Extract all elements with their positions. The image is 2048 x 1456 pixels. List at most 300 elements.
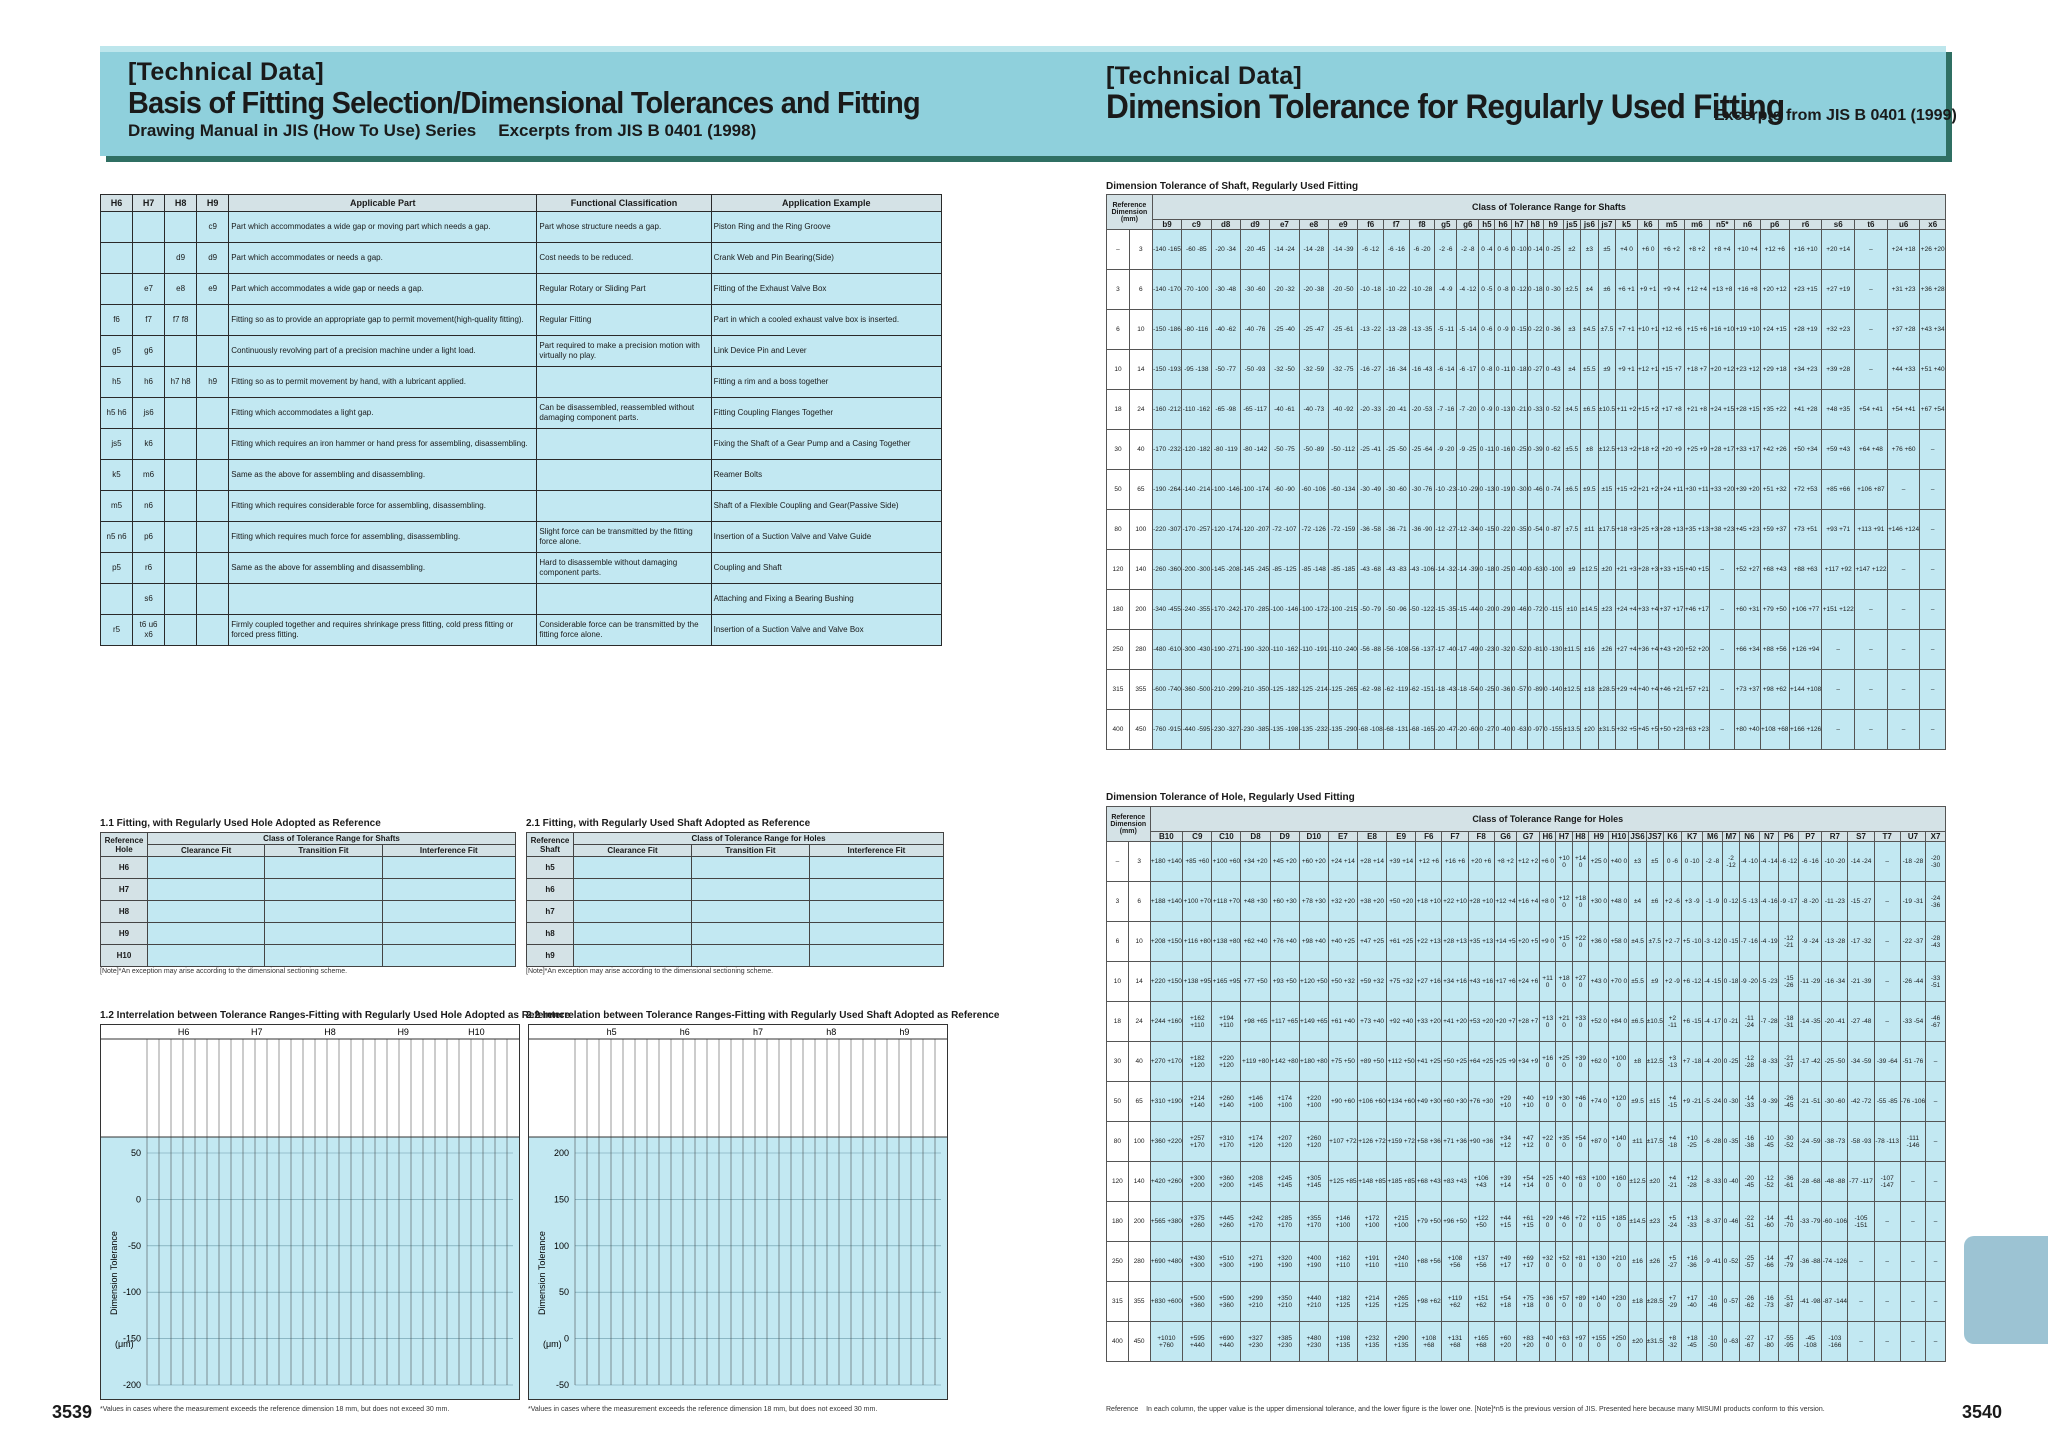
- shaft-tol-value: +60 +31: [1735, 590, 1760, 630]
- shaft-tol-value: -17 -49: [1457, 630, 1479, 670]
- hole-tol-value: +6 -12: [1681, 962, 1702, 1002]
- hole-tol-value: +8 0: [1539, 882, 1555, 922]
- hole-tol-value: +107 +72: [1328, 1122, 1357, 1162]
- hole-tol-value: -4 -19: [1759, 922, 1779, 962]
- fit-code: [165, 553, 197, 584]
- hole-tol-value: +40 0: [1539, 1322, 1555, 1362]
- shaft-tol-col-header: js6: [1581, 220, 1599, 230]
- hole-tol-value: +180 +140: [1150, 842, 1183, 882]
- shaft-tol-value: –: [1920, 710, 1946, 750]
- fit-row: [101, 429, 942, 460]
- hole-tol-col-header: X7: [1926, 832, 1946, 842]
- hole-tol-value: +214 +140: [1183, 1082, 1212, 1122]
- hole-tol-value: 0 -63: [1723, 1322, 1740, 1362]
- hole-tol-value: ±26: [1646, 1242, 1663, 1282]
- hole-tol-value: +112 +50: [1387, 1042, 1416, 1082]
- hole-tol-value: -87 -144: [1822, 1282, 1848, 1322]
- hole-tol-value: +75 +18: [1517, 1282, 1540, 1322]
- shaft-tol-value: -170 -285: [1240, 590, 1269, 630]
- hole-tol-row: [1107, 1042, 1946, 1082]
- shaft-tol-value: ±10: [1563, 590, 1581, 630]
- shaft-tol-value: 0 -21: [1511, 390, 1527, 430]
- shaft-tol-value: +36 +4: [1637, 630, 1659, 670]
- shaft-ref-cell: [809, 879, 943, 901]
- shaft-tol-value: -14 -24: [1270, 230, 1299, 270]
- hole-chart-tick-label: -50: [127, 1240, 141, 1251]
- hole-tol-dimension: 280: [1128, 1242, 1150, 1282]
- shaft-tol-value: -56 -108: [1384, 630, 1410, 670]
- hole-tol-value: +5 -24: [1663, 1202, 1681, 1242]
- hole-tol-row: [1107, 882, 1946, 922]
- hole-tol-value: -77 -117: [1848, 1162, 1874, 1202]
- hole-tol-value: +148 +85: [1357, 1162, 1386, 1202]
- fit-code: h7 h8: [165, 367, 197, 398]
- fit-code: [165, 336, 197, 367]
- shaft-tol-value: ±14.5: [1581, 590, 1599, 630]
- hole-tol-value: +38 +20: [1357, 882, 1386, 922]
- hole-tol-value: +106 +60: [1357, 1082, 1386, 1122]
- hole-tol-col-header: N7: [1759, 832, 1779, 842]
- shaft-ref-cell: [691, 857, 809, 879]
- shaft-tol-value: -230 -385: [1240, 710, 1269, 750]
- shaft-tol-value: +15 +2: [1616, 470, 1638, 510]
- hole-tol-value: -9 -24: [1799, 922, 1822, 962]
- hole-tol-value: -12 -28: [1739, 1042, 1759, 1082]
- shaft-ref-cell: [691, 923, 809, 945]
- fit-code: [101, 274, 133, 305]
- hole-tol-value: +4 -21: [1663, 1162, 1681, 1202]
- shaft-chart-band-label: h5: [606, 1027, 617, 1037]
- shaft-tol-dimension: 65: [1129, 470, 1152, 510]
- hole-tol-value: +17 +6: [1494, 962, 1517, 1002]
- hole-tol-value: +18 0: [1572, 882, 1588, 922]
- fit-code: [197, 553, 229, 584]
- shaft-ref-cell: [691, 901, 809, 923]
- hole-tol-col-header: D9: [1270, 832, 1299, 842]
- application-example: Reamer Bolts: [711, 460, 941, 491]
- shaft-chart-tick-label: -50: [555, 1380, 569, 1390]
- shaft-tol-value: -2 -6: [1435, 230, 1457, 270]
- shaft-ref-cell: [574, 879, 692, 901]
- hole-tol-value: +49 +17: [1494, 1242, 1517, 1282]
- hole-tol-dimension: 3: [1128, 842, 1150, 882]
- shaft-tol-value: -14 -28: [1299, 230, 1328, 270]
- hole-tol-value: -42 -72: [1848, 1082, 1874, 1122]
- shaft-tol-dimension: 10: [1129, 310, 1152, 350]
- fit-code: [197, 398, 229, 429]
- fit-code: [101, 584, 133, 615]
- hole-tol-value: -12 -52: [1759, 1162, 1779, 1202]
- shaft-tol-value: -10 -22: [1384, 270, 1410, 310]
- hole-tol-value: +134 +60: [1387, 1082, 1416, 1122]
- hole-tol-col-header: K6: [1663, 832, 1681, 842]
- fit-code: f7: [133, 305, 165, 336]
- shaft-tol-dimension: 18: [1107, 390, 1130, 430]
- shaft-ref-code: h5: [527, 857, 574, 879]
- shaft-tol-value: -760 -915: [1152, 710, 1181, 750]
- shaft-tol-value: -32 -75: [1328, 350, 1357, 390]
- shaft-tol-value: ±12.5: [1598, 430, 1616, 470]
- shaft-tol-value: -62 -151: [1409, 670, 1435, 710]
- shaft-tol-value: -140 -170: [1152, 270, 1181, 310]
- hole-tol-value: -8 -33: [1703, 1162, 1723, 1202]
- hole-ref-row: [101, 945, 516, 967]
- hole-tol-value: +18 +10: [1416, 882, 1442, 922]
- shaft-tol-value: -72 -107: [1270, 510, 1299, 550]
- hole-tol-value: +24 +14: [1328, 842, 1357, 882]
- shaft-tol-dimension: 50: [1107, 470, 1130, 510]
- hole-tol-value: +355 +170: [1299, 1202, 1328, 1242]
- hole-tol-value: +90 +60: [1328, 1082, 1357, 1122]
- hole-tol-value: -26 -62: [1739, 1282, 1759, 1322]
- shaft-tol-col-header: h9: [1543, 220, 1563, 230]
- shaft-tol-value: +35 +13: [1684, 510, 1709, 550]
- shaft-tol-value: +23 +12: [1735, 350, 1760, 390]
- hole-tol-value: -16 -38: [1739, 1122, 1759, 1162]
- hole-tol-value: -11 -23: [1822, 882, 1848, 922]
- shaft-tol-value: -60 -134: [1328, 470, 1357, 510]
- shaft-tol-value: 0 -25: [1495, 550, 1511, 590]
- shaft-tol-col-header: c9: [1182, 220, 1211, 230]
- fit-code: [197, 615, 229, 646]
- hole-tol-value: +40 +10: [1517, 1082, 1540, 1122]
- shaft-tol-value: ±5.5: [1563, 430, 1581, 470]
- shaft-tol-value: -190 -320: [1240, 630, 1269, 670]
- hole-tol-value: -14 -33: [1739, 1082, 1759, 1122]
- hole-tol-value: +100 +60: [1212, 842, 1241, 882]
- functional-class: [537, 429, 711, 460]
- hole-tol-value: 0 -21: [1723, 1002, 1740, 1042]
- shaft-tol-value: -4 -9: [1435, 270, 1457, 310]
- hole-tol-value: +2 -7: [1663, 922, 1681, 962]
- shaft-tol-row: [1107, 430, 1946, 470]
- shaft-tol-value: +16 +8: [1735, 270, 1760, 310]
- shaft-tol-row: [1107, 270, 1946, 310]
- hole-ref-cell: [265, 901, 382, 923]
- shaft-tol-row: [1107, 510, 1946, 550]
- fit-header: Application Example: [711, 195, 941, 212]
- hole-tol-value: +9 0: [1539, 922, 1555, 962]
- shaft-ref-code: h7: [527, 901, 574, 923]
- hole-tol-value: –: [1874, 882, 1900, 922]
- fit-code: m5: [101, 491, 133, 522]
- hole-ref-cell: [148, 923, 265, 945]
- shaft-tol-value: +27 +19: [1822, 270, 1855, 310]
- shaft-tol-value: +36 +28: [1920, 270, 1946, 310]
- shaft-tol-value: -190 -271: [1211, 630, 1240, 670]
- hole-tol-value: +70 0: [1609, 962, 1629, 1002]
- shaft-tol-col-header: h7: [1511, 220, 1527, 230]
- shaft-chart-tick-label: 50: [558, 1287, 569, 1298]
- functional-class: Regular Fitting: [537, 305, 711, 336]
- hole-tol-value: +500 +360: [1183, 1282, 1212, 1322]
- shaft-tol-value: -50 -122: [1409, 590, 1435, 630]
- shaft-tol-value: +52 +27: [1735, 550, 1760, 590]
- shaft-tol-value: -14 -39: [1457, 550, 1479, 590]
- shaft-tol-value: +35 +22: [1760, 390, 1789, 430]
- shaft-tol-value: 0 -74: [1543, 470, 1563, 510]
- shaft-tol-value: +41 +28: [1789, 390, 1822, 430]
- shaft-tol-value: -60 -90: [1270, 470, 1299, 510]
- hole-tol-dimension: 200: [1128, 1202, 1150, 1242]
- hole-tol-value: -28 -43: [1926, 922, 1946, 962]
- hole-tol-value: –: [1874, 1282, 1900, 1322]
- shaft-ref-cell: [574, 901, 692, 923]
- shaft-tol-row: [1107, 630, 1946, 670]
- shaft-tol-value: +37 +28: [1887, 310, 1920, 350]
- shaft-tol-value: 0 -4: [1479, 230, 1495, 270]
- hole-tol-value: +36 0: [1589, 922, 1609, 962]
- shaft-tol-value: +147 +122: [1855, 550, 1888, 590]
- hole-tol-value: -24 -59: [1799, 1122, 1822, 1162]
- application-example: Fixing the Shaft of a Gear Pump and a Casing Together: [711, 429, 941, 460]
- fit-code: [197, 584, 229, 615]
- page-number-left: 3539: [52, 1402, 93, 1422]
- shaft-tol-value: 0 -32: [1495, 630, 1511, 670]
- shaft-tol-value: +8 +2: [1684, 230, 1709, 270]
- hole-ref-code: H10: [101, 945, 148, 967]
- hole-tol-value: –: [1926, 1122, 1946, 1162]
- shaft-tol-value: +50 +23: [1659, 710, 1684, 750]
- shaft-tol-value: -150 -186: [1152, 310, 1181, 350]
- shaft-tol-value: -25 -64: [1409, 430, 1435, 470]
- hole-tol-value: +60 +20: [1299, 842, 1328, 882]
- hole-tol-value: +108 +56: [1442, 1242, 1468, 1282]
- shaft-tol-value: +33 +17: [1735, 430, 1760, 470]
- shaft-tol-value: -72 -159: [1328, 510, 1357, 550]
- shaft-tol-dimension: 250: [1107, 630, 1130, 670]
- hole-tol-ref-header: Reference Dimension (mm): [1107, 807, 1151, 842]
- hole-tol-value: -38 -73: [1822, 1122, 1848, 1162]
- hole-reference-table: [100, 832, 516, 967]
- shaft-tol-value: -150 -193: [1152, 350, 1181, 390]
- shaft-tol-value: 0 -81: [1527, 630, 1543, 670]
- hole-tol-value: +72 0: [1572, 1202, 1588, 1242]
- shaft-tol-value: +10 +1: [1637, 310, 1659, 350]
- hole-tol-value: -10 -45: [1759, 1122, 1779, 1162]
- functional-class: Hard to disassemble without damaging component parts.: [537, 553, 711, 584]
- fit-row: [101, 367, 942, 398]
- hole-tol-value: ±8: [1629, 1042, 1646, 1082]
- fit-code: s6: [133, 584, 165, 615]
- hole-tol-value: 0 -25: [1723, 1042, 1740, 1082]
- shaft-tol-value: ±26: [1598, 630, 1616, 670]
- fit-code: [133, 212, 165, 243]
- fit-code: g6: [133, 336, 165, 367]
- hole-tolerance-table: [1106, 806, 1946, 1362]
- shaft-ref-cell: [691, 945, 809, 967]
- shaft-ref-code: h9: [527, 945, 574, 967]
- hole-tol-value: +52 0: [1589, 1002, 1609, 1042]
- shaft-tol-value: 0 -130: [1543, 630, 1563, 670]
- hole-tol-value: -27 -48: [1848, 1002, 1874, 1042]
- shaft-tol-value: -60 -106: [1299, 470, 1328, 510]
- hole-tol-value: +50 +25: [1442, 1042, 1468, 1082]
- hole-tol-value: +3 -9: [1681, 882, 1702, 922]
- hole-tol-value: +22 +10: [1442, 882, 1468, 922]
- shaft-tol-value: +45 +5: [1637, 710, 1659, 750]
- hole-tol-value: –: [1926, 1202, 1946, 1242]
- shaft-tol-value: +42 +26: [1760, 430, 1789, 470]
- hole-tol-value: -41 -70: [1779, 1202, 1799, 1242]
- hole-tol-value: +34 +16: [1442, 962, 1468, 1002]
- shaft-tol-value: +106 +87: [1855, 470, 1888, 510]
- fit-code: h5 h6: [101, 398, 133, 429]
- shaft-tol-value: 0 -40: [1495, 710, 1511, 750]
- hole-tol-value: +131 +68: [1442, 1322, 1468, 1362]
- hole-tol-col-header: H9: [1589, 832, 1609, 842]
- hole-chart-header-area: [101, 1025, 519, 1137]
- shaft-ref-cell: [574, 857, 692, 879]
- right-kicker: [Technical Data]: [1106, 62, 1303, 90]
- shaft-tol-value: +30 +11: [1684, 470, 1709, 510]
- shaft-tol-value: 0 -39: [1527, 430, 1543, 470]
- hole-tol-row: [1107, 1202, 1946, 1242]
- hole-tol-value: -26 -44: [1900, 962, 1925, 1002]
- hole-tol-value: ±10.5: [1646, 1002, 1663, 1042]
- hole-tol-value: +69 +17: [1517, 1242, 1540, 1282]
- application-example: Crank Web and Pin Bearing(Side): [711, 243, 941, 274]
- shaft-tol-value: -16 -27: [1358, 350, 1384, 390]
- hole-tol-value: -4 -20: [1703, 1042, 1723, 1082]
- shaft-tol-value: –: [1710, 630, 1735, 670]
- hole-tol-value: +74 0: [1589, 1082, 1609, 1122]
- shaft-tol-value: +27 +4: [1616, 630, 1638, 670]
- shaft-tol-value: +59 +37: [1760, 510, 1789, 550]
- hole-tol-value: +25 0: [1539, 1162, 1555, 1202]
- shaft-tol-dimension: –: [1107, 230, 1130, 270]
- shaft-tol-value: –: [1822, 630, 1855, 670]
- hole-tol-value: ±9: [1646, 962, 1663, 1002]
- hole-tol-value: +108 +68: [1416, 1322, 1442, 1362]
- hole-tol-value: +41 +25: [1416, 1042, 1442, 1082]
- fit-code: e8: [165, 274, 197, 305]
- functional-class: Regular Rotary or Sliding Part: [537, 274, 711, 305]
- hole-tol-value: +242 +170: [1241, 1202, 1270, 1242]
- hole-tol-value: +40 +25: [1328, 922, 1357, 962]
- shaft-tol-value: +45 +23: [1735, 510, 1760, 550]
- hole-tol-value: +6 -15: [1681, 1002, 1702, 1042]
- application-example: Insertion of a Suction Valve and Valve Box: [711, 615, 941, 646]
- hole-tol-row: [1107, 1122, 1946, 1162]
- shaft-tol-col-header: p6: [1760, 220, 1789, 230]
- functional-class: Considerable force can be transmitted by the fitting force alone.: [537, 615, 711, 646]
- shaft-tol-value: 0 -18: [1511, 350, 1527, 390]
- hole-tol-head-row: [1107, 807, 1946, 832]
- shaft-tol-value: 0 -46: [1511, 590, 1527, 630]
- shaft-tol-value: 0 -63: [1511, 710, 1527, 750]
- hole-tol-value: +90 +36: [1468, 1122, 1494, 1162]
- shaft-tol-dimension: 450: [1129, 710, 1152, 750]
- shaft-tol-value: -340 -455: [1152, 590, 1181, 630]
- hole-tol-value: +690 +440: [1212, 1322, 1241, 1362]
- shaft-tol-dimension: 3: [1129, 230, 1152, 270]
- shaft-tol-value: -30 -48: [1211, 270, 1240, 310]
- hole-tol-col-header: E8: [1357, 832, 1386, 842]
- hole-tol-value: +34 +9: [1517, 1042, 1540, 1082]
- fit-code: [197, 491, 229, 522]
- shaft-tol-value: +29 +4: [1616, 670, 1638, 710]
- shaft-tol-value: -32 -59: [1299, 350, 1328, 390]
- shaft-tol-value: –: [1920, 590, 1946, 630]
- hole-tol-value: +33 0: [1572, 1002, 1588, 1042]
- shaft-tol-value: ±28.5: [1598, 670, 1616, 710]
- hole-tol-value: -21 -39: [1848, 962, 1874, 1002]
- shaft-tol-value: -36 -90: [1409, 510, 1435, 550]
- hole-tol-value: +590 +360: [1212, 1282, 1241, 1322]
- shaft-tol-value: +16 +10: [1710, 310, 1735, 350]
- shaft-tol-value: ±4.5: [1563, 390, 1581, 430]
- shaft-chart-band-label: h6: [679, 1027, 690, 1037]
- shaft-tol-col-header: f6: [1358, 220, 1384, 230]
- hole-tol-value: +62 0: [1589, 1042, 1609, 1082]
- hole-tol-value: +188 +140: [1150, 882, 1183, 922]
- shaft-tol-value: –: [1920, 670, 1946, 710]
- shaft-tol-value: +39 +28: [1822, 350, 1855, 390]
- hole-tol-value: +14 0: [1572, 842, 1588, 882]
- hole-tol-value: +5 -10: [1681, 922, 1702, 962]
- note-1-1: [Note]*An exception may arise according to the dimensional sectioning scheme.: [100, 968, 348, 975]
- shaft-tol-value: –: [1855, 350, 1888, 390]
- shaft-tol-value: -145 -245: [1240, 550, 1269, 590]
- shaft-interrelation-chart: [528, 1024, 948, 1400]
- shaft-tol-value: 0 -140: [1543, 670, 1563, 710]
- left-title: Basis of Fitting Selection/Dimensional Tolerances and Fitting: [128, 85, 920, 120]
- hole-tol-dimension: 140: [1128, 1162, 1150, 1202]
- shaft-tol-value: -170 -242: [1211, 590, 1240, 630]
- hole-tol-col-header: U7: [1900, 832, 1925, 842]
- shaft-tol-value: -25 -47: [1299, 310, 1328, 350]
- shaft-tol-value: -36 -71: [1384, 510, 1410, 550]
- shaft-tol-value: +20 +9: [1659, 430, 1684, 470]
- fit-code: e7: [133, 274, 165, 305]
- shaft-tol-value: -85 -185: [1328, 550, 1357, 590]
- hole-tol-value: +285 +170: [1270, 1202, 1299, 1242]
- hole-tol-value: +22 0: [1539, 1122, 1555, 1162]
- shaft-tol-value: -25 -50: [1384, 430, 1410, 470]
- shaft-tol-value: ±31.5: [1598, 710, 1616, 750]
- fit-code: [197, 429, 229, 460]
- application-example: Coupling and Shaft: [711, 553, 941, 584]
- fit-code: f6: [101, 305, 133, 336]
- shaft-tol-value: –: [1920, 510, 1946, 550]
- shaft-tol-value: 0 -46: [1527, 470, 1543, 510]
- fit-code: [165, 584, 197, 615]
- hole-tol-value: -13 -28: [1822, 922, 1848, 962]
- shaft-tol-value: -125 -265: [1328, 670, 1357, 710]
- shaft-tol-value: 0 -9: [1495, 310, 1511, 350]
- hole-tol-value: 0 -35: [1723, 1122, 1740, 1162]
- application-example: Insertion of a Suction Valve and Valve Guide: [711, 522, 941, 553]
- shaft-tol-value: -70 -100: [1182, 270, 1211, 310]
- hole-tol-value: -46 -67: [1926, 1002, 1946, 1042]
- hole-ref-header: Reference Hole: [101, 833, 148, 857]
- shaft-tol-col-header: e9: [1328, 220, 1357, 230]
- shaft-reference-table: [526, 832, 944, 967]
- hole-tol-value: +2 -9: [1663, 962, 1681, 1002]
- hole-chart-band-label: H7: [251, 1027, 263, 1037]
- hole-tol-dimension: 450: [1128, 1322, 1150, 1362]
- hole-tol-value: –: [1874, 962, 1900, 1002]
- hole-tol-value: -17 -42: [1799, 1042, 1822, 1082]
- hole-tol-value: +12 +2: [1517, 842, 1540, 882]
- shaft-tol-value: +28 +19: [1789, 310, 1822, 350]
- hole-tol-dimension: 24: [1128, 1002, 1150, 1042]
- shaft-tol-value: ±7.5: [1563, 510, 1581, 550]
- hole-tol-value: ±31.5: [1646, 1322, 1663, 1362]
- fit-code: k5: [101, 460, 133, 491]
- fit-code: k6: [133, 429, 165, 460]
